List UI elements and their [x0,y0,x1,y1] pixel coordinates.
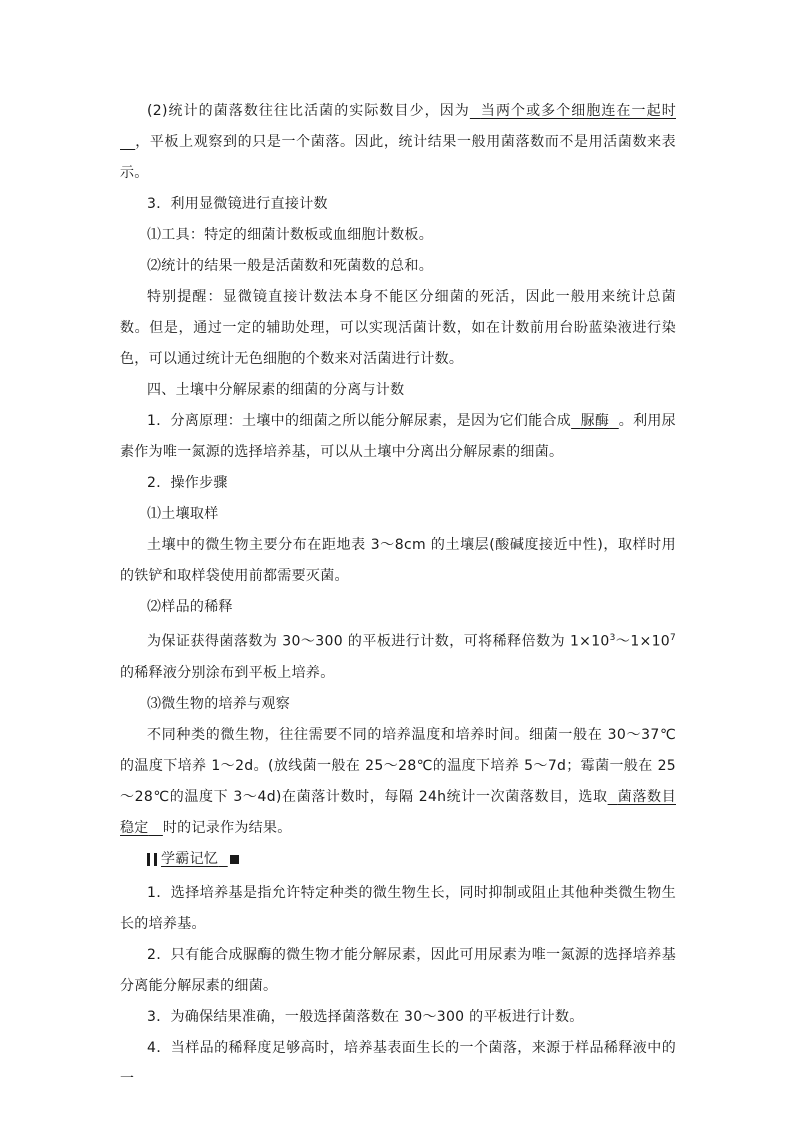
memory-item-1: 1．选择培养基是指允许特定种类的微生物生长，同时抑制或阻止其他种类微生物生长的培养基。 [120,884,676,932]
square-icon [230,855,239,864]
fill-blank-answer: 脲酶 [580,413,610,429]
memory-section-label: 学霸记忆 [120,844,676,878]
step-1-title: ⑴土壤取样 [147,506,219,522]
paragraph-colony-undercount [120,96,676,189]
step-2-title: ⑵样品的稀释 [147,599,233,615]
heading-steps: 2．操作步骤 [147,475,228,491]
step-3-text: 不同种类的微生物，往往需要不同的培养温度和培养时间。细菌一般在 30～37℃的温度下培养 1～2d。(放线菌一般在 25～28℃的温度下培养 5～7d；霉菌一般在 25～28℃的温度下 3～4d)在菌落计数时，每隔 24h统计一次菌落数目，选取 菌落数目稳定 时的记录作为结果。 [120,726,676,836]
fill-blank-answer: 菌落数目稳定 [120,788,676,836]
paragraph-special-tip: 特别提醒：显微镜直接计数法本身不能区分细菌的死活，因此一般用来统计总菌数。但是，通过一定的辅助处理，可以实现活菌计数，如在计数前用台盼蓝染液进行染色，可以通过统计无色细胞的个数来对活菌进行计数。 [120,289,676,367]
section-heading-4: 四、土壤中分解尿素的细菌的分离与计数 [147,382,405,398]
heading-direct-count: 3．利用显微镜进行直接计数 [147,196,328,212]
memory-item-4: 4．当样品的稀释度足够高时，培养基表面生长的一个菌落，来源于样品稀释液中的一 [120,1039,676,1087]
step-2-text: 为保证获得菌落数为 30～300 的平板进行计数，可将稀释倍数为 $1\times 10^3\sim 1\times 10^7$ 的稀释液分别涂布到平板上培养。 [120,633,677,681]
paragraph-result: ⑵统计的结果一般是活菌数和死菌数的总和。 [147,258,433,274]
memory-item-3: 3．为确保结果准确，一般选择菌落数在 30～300 的平板进行计数。 [147,1008,584,1025]
memory-item-2: 2．只有能合成脲酶的微生物才能分解尿素，因此可用尿素为唯一氮源的选择培养基分离能分解尿素的细菌。 [120,946,676,994]
text: (2)统计的菌落数往往比活菌的实际数目少，因为 [147,103,470,119]
paragraph-tool: ⑴工具：特定的细菌计数板或血细胞计数板。 [147,227,433,243]
step-1-text: 土壤中的微生物主要分布在距地表 3～8cm 的土壤层(酸碱度接近中性)，取样时用的铁铲和取样袋使用前都需要灭菌。 [120,537,676,584]
fill-blank-answer: 当两个或多个细胞连在一起时 [480,103,676,119]
text: ，平板上观察到的只是一个菌落。因此，统计结果一般用菌落数而不是用活菌数来表示。 [120,134,676,181]
step-3-title: ⑶微生物的培养与观察 [147,695,290,712]
bar-icon [147,853,150,866]
paragraph-principle: 1．分离原理：土壤中的细菌之所以能分解尿素，是因为它们能合成 脲酶 。利用尿素作为唯一氮源的选择培养基，可以从土壤中分离出分解尿素的细菌。 [120,413,676,460]
document-page [120,96,676,1095]
bar-icon [154,853,157,866]
